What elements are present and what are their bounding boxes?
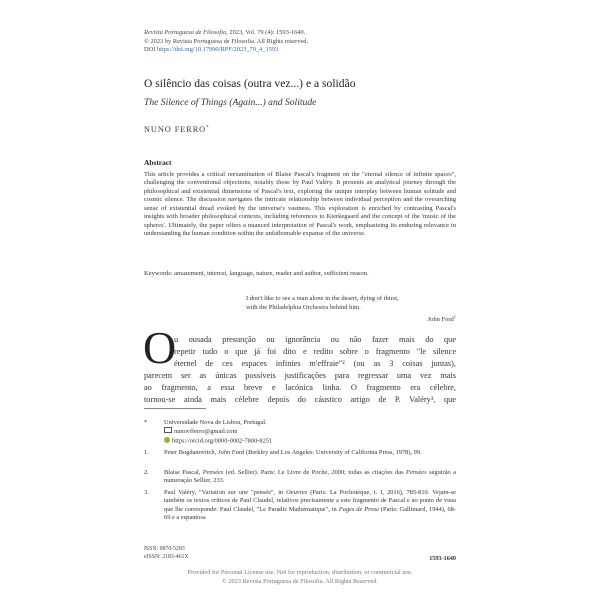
- body-line: ao fragmento, a essa breve e lacónica linha. O fragmento era célebre,: [144, 383, 456, 393]
- doi-label: DOI: [144, 46, 157, 54]
- footnote-italic: Pensées: [406, 469, 427, 476]
- doi-link[interactable]: https://doi.org/10.17990/RPF/2023_79_4_1593: [156, 46, 279, 54]
- body-paragraph: [144, 334, 456, 407]
- footnote-italic: Oeuvres: [286, 489, 308, 496]
- issn-block: [144, 546, 189, 562]
- keywords: Keywords: amazement, interest, language, nature, reader and author, sufficient reason.: [144, 270, 369, 277]
- footnote-text: (Paris: Gallimard, 1944), 68-69 e a espantosa: [164, 505, 456, 521]
- footnote-italic: John Ford: [217, 449, 245, 456]
- license-line-2: © 2023 Revista Portuguesa de Filosofia. All Rights Reserved.: [222, 577, 378, 585]
- footnote-author: [144, 419, 456, 445]
- author-name: [144, 125, 209, 134]
- eissn: eISSN: 2183-461X: [144, 553, 189, 560]
- footnote-text: Paul Valéry, "Variation sur une "pensée", in: [164, 489, 287, 496]
- license-line-1: Provided for Personal License use. Not for reproduction, distribution, or commercial use.: [187, 569, 413, 576]
- body-line: tornou-se ainda mais célebre depois do cáustico artigo de P. Valéry³, que: [144, 395, 456, 405]
- author-email[interactable]: nunovfferro@gmail.com: [174, 428, 238, 436]
- epigraph-attribution: [400, 314, 456, 323]
- email-icon: [164, 427, 172, 433]
- footnote-star-mark: *: [144, 419, 148, 426]
- body-line: repetir tudo o que já foi dito e redito sobre o fragmento "le silence: [174, 347, 456, 357]
- citation-header: [144, 29, 308, 55]
- body-line: u ousada presunção ou ignorância ou não fazer mais do que: [174, 335, 456, 344]
- footnote-number: 1.: [144, 449, 149, 456]
- footnote-1: [144, 449, 456, 457]
- footnote-italic: Pensées: [202, 469, 224, 476]
- journal-name: Revista Portuguesa de Filosofia,: [144, 29, 228, 36]
- footnote-text: Blaise Pascal,: [164, 469, 203, 476]
- epigraph-attribution-name: John Ford: [427, 316, 454, 324]
- article-title: O silêncio das coisas (outra vez...) e a solidão: [144, 77, 356, 90]
- footnote-text: (Berkley and Los Angeles: University of California Press, 1978), 99.: [244, 449, 422, 456]
- footnote-number: 3.: [144, 489, 149, 496]
- epigraph: [246, 295, 456, 312]
- footnote-text: Peter Bogdanovitch,: [164, 449, 218, 456]
- author-orcid[interactable]: https://orcid.org/0000-0002-7800-8251: [172, 437, 273, 445]
- footnote-text: (Paris: La Pochotèque, t. I, 2016), 785-810. Vejam-se também os textos críticos de Paul Claudel, relativos precisamente a este fragmento de Pascal e ao ponto de vista que lhe corresponde: Paul Claudel, "Le Paradis Mathématique", in: [164, 489, 456, 513]
- footnote-divider: [144, 408, 206, 409]
- body-line: parecem ser as únicas possíveis justificações para regressar uma vez mais: [144, 371, 456, 381]
- article-subtitle: The Silence of Things (Again...) and Solitude: [144, 97, 317, 108]
- page-range: 1593-1640: [429, 555, 456, 562]
- footnote-number: 2.: [144, 469, 149, 476]
- drop-cap: O: [143, 322, 177, 373]
- copyright-line: © 2023 by Revista Portuguesa de Filosofia. All Rights reserved.: [144, 37, 309, 45]
- author-footnote-mark[interactable]: *: [206, 125, 209, 131]
- footnote-text: seguirão a numeração Sellier, 233.: [164, 469, 456, 485]
- footnote-italic: Pages de Prose: [338, 505, 379, 513]
- footnote-2: [144, 469, 456, 486]
- body-line: éternel de ces espaces infinies m'effraie"² (ou as 3 coisas juntas),: [174, 359, 456, 369]
- epigraph-line-2: with the Philadelphia Orchestra behind him.: [246, 303, 361, 311]
- orcid-icon: [164, 437, 170, 443]
- abstract-text: This article provides a critical reexamination of Blaise Pascal's fragment on the "eternal silence of infinite spaces", challenging the conventional objections, notably those by Paul Valéry. It presents an analytical journey through the philosophical and existential dimensions of Pascal's text, exploring the unique interplay between human solitude and cosmic silence. The discussion navigates the intricate relationship between individual perception and the overarching sense of existential dread evoked by the universe's vastness. This exploration is enriched by contrasting Pascal's insights with broader philosophical contexts, including references to Kierkegaard and the concept of the 'music of the spheres'. Ultimately, the paper offers a nuanced interpretation of Pascal's work, emphasizing its enduring relevance in understanding the human condition within the unfathomable expanse of the universe.: [144, 171, 456, 238]
- license-notice: [0, 569, 600, 586]
- abstract-heading: Abstract: [144, 158, 172, 167]
- issn: ISSN: 0870-5283: [144, 546, 185, 552]
- author-affiliation: Universidade Nova de Lisboa, Portugal.: [164, 419, 267, 426]
- author-name-text: NUNO FERRO: [144, 125, 207, 134]
- epigraph-line-1: I don't like to see a man alone in the desert, dying of thirst,: [246, 295, 399, 302]
- footnote-3: [144, 489, 456, 522]
- journal-citation: 2023, Vol. 79 (4): 1593-1640.: [227, 29, 306, 36]
- footnote-text: (ed. Sellier). Paris: Le Livre de Poche, 2000; todas as citações das: [223, 469, 407, 476]
- epigraph-footnote-mark[interactable]: 1: [453, 314, 456, 319]
